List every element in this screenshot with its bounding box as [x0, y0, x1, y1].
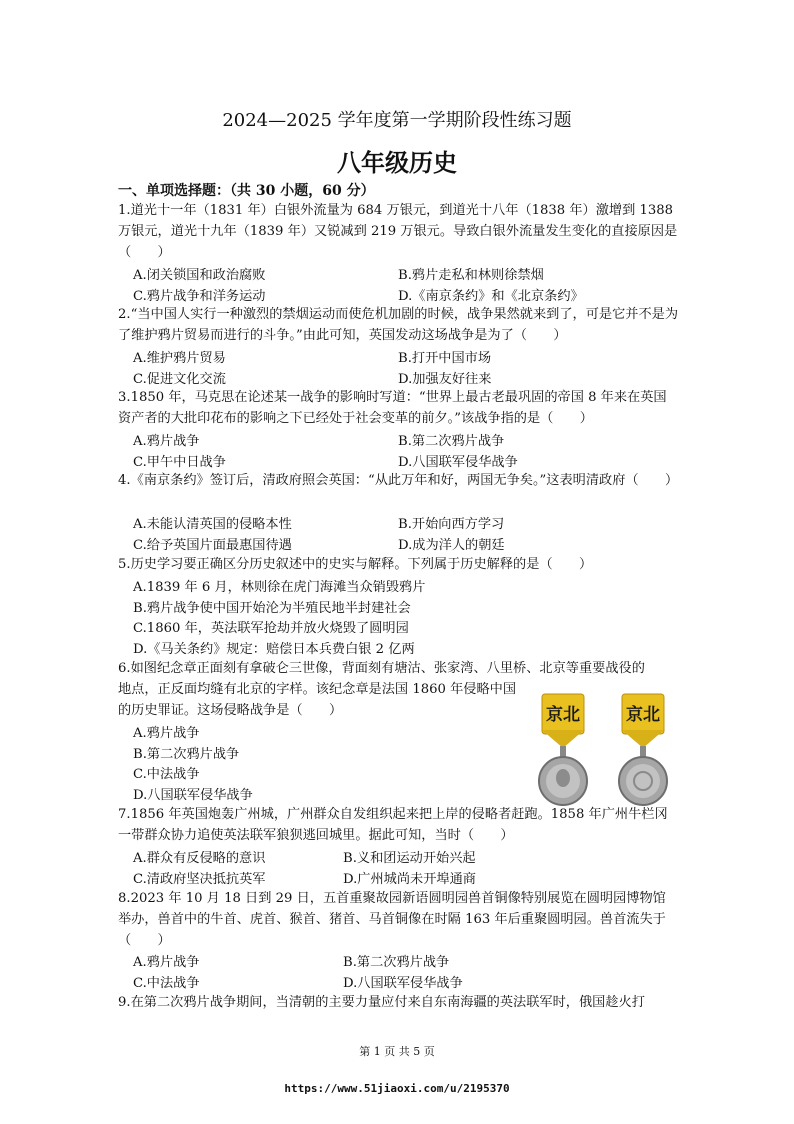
- question-4-options-row-2: [133, 534, 673, 554]
- page-title: 2024—2025 学年度第一学期阶段性练习题: [222, 110, 572, 131]
- page-subtitle: 八年级历史: [337, 148, 457, 177]
- question-7-stem: 7.1856 年英国炮轰广州城，广州群众自发组织起来把上岸的侵略者赶跑。1858 年广州牛栏冈一带群众协力追使英法联军狼狈逃回城里。据此可知，当时（ ）: [118, 807, 668, 843]
- question-4-option-a: A.未能认清英国的侵略本性: [133, 517, 292, 532]
- question-8-option-a: A.鸦片战争: [133, 955, 200, 970]
- question-6-stem-line-2: 地点，正反面均缝有北京的字样。该纪念章是法国 1860 年侵略中国的历史罪证。这场侵略战争是（ ）: [118, 682, 517, 718]
- question-5-option-a: A.1839 年 6 月，林则徐在虎门海滩当众销毁鸦片: [133, 580, 426, 595]
- question-3-option-a: A.鸦片战争: [133, 434, 200, 449]
- medal-left: [539, 694, 587, 805]
- question-9-stem: 9.在第二次鸦片战争期间，当清朝的主要力量应付来自东南海疆的英法联军时，俄国趁火打: [118, 995, 645, 1010]
- question-8-option-c: C.中法战争: [133, 976, 200, 991]
- question-1-options-row-2: [133, 285, 673, 305]
- question-8-stem: 8.2023 年 10 月 18 日到 29 日，五首重聚故园新语圆明园兽首铜像特别展览在圆明园博物馆举办，兽首中的牛首、虎首、猴首、猪首、马首铜像在时隔 163 年后重聚圆明园。兽首流失于（ ）: [118, 891, 666, 948]
- question-4-options-row-1: [133, 513, 673, 533]
- page-footer: 第 1 页 共 5 页: [359, 1045, 435, 1058]
- question-2-options-row-2: [133, 368, 673, 388]
- question-4-option-d: D.成为洋人的朝廷: [398, 538, 505, 553]
- medal-left-ribbon-text: 京北: [546, 705, 580, 725]
- question-8-options-row-2: [133, 972, 673, 992]
- question-1-options-row-1: [133, 264, 673, 284]
- medal-photo: [532, 690, 682, 815]
- section-heading: 一、单项选择题：（共 30 小题，60 分）: [118, 183, 375, 199]
- medal-right: [619, 694, 667, 805]
- question-7-option-d: D.广州城尚未开埠通商: [343, 872, 476, 887]
- question-3-options-row-2: [133, 451, 673, 471]
- question-1-option-c: C.鸦片战争和洋务运动: [133, 289, 266, 304]
- question-2-option-a: A.维护鸦片贸易: [133, 351, 226, 366]
- question-8-option-b: B.第二次鸦片战争: [343, 955, 450, 970]
- question-6-option-d: D.八国联军侵华战争: [133, 788, 253, 803]
- question-7-options-row-2: [133, 868, 673, 888]
- question-3-option-d: D.八国联军侵华战争: [398, 455, 518, 470]
- question-4-option-b: B.开始向西方学习: [398, 517, 505, 532]
- question-1-option-b: B.鸦片走私和林则徐禁烟: [398, 268, 544, 283]
- question-5-stem: 5.历史学习要正确区分历史叙述中的史实与解释。下列属于历史解释的是（ ）: [118, 557, 593, 572]
- question-7-option-b: B.义和团运动开始兴起: [343, 851, 476, 866]
- question-7-option-a: A.群众有反侵略的意识: [133, 851, 266, 866]
- question-2-option-d: D.加强友好往来: [398, 372, 492, 387]
- question-8-options-row-1: [133, 951, 673, 971]
- question-5-option-b: B.鸦片战争使中国开始沦为半殖民地半封建社会: [133, 601, 411, 616]
- question-5-option-c: C.1860 年，英法联军抢劫并放火烧毁了圆明园: [133, 621, 409, 636]
- question-2-option-c: C.促进文化交流: [133, 372, 226, 387]
- question-5-option-d: D.《马关条约》规定：赔偿日本兵费白银 2 亿两: [133, 642, 415, 657]
- question-3-option-c: C.甲午中日战争: [133, 455, 226, 470]
- question-3-option-b: B.第二次鸦片战争: [398, 434, 505, 449]
- question-2-stem: 2.“当中国人实行一种激烈的禁烟运动而使危机加剧的时候，战争果然就来到了，可是它并不是为了维护鸦片贸易而进行的斗争。”由此可知，英国发动这场战争是为了（ ）: [118, 307, 679, 343]
- medal-right-ribbon-text: 京北: [626, 705, 660, 725]
- question-3-stem: 3.1850 年，马克思在论述某一战争的影响时写道：“世界上最古老最巩固的帝国 8 年来在英国资产者的大批印花布的影响之下已经处于社会变革的前夕。”该战争指的是（ ）: [118, 390, 667, 426]
- question-6-stem-line-1: 6.如图纪念章正面刻有拿破仑三世像，背面刻有塘沽、张家湾、八里桥、北京等重要战役的: [118, 661, 645, 676]
- watermark-url: https://www.51jiaoxi.com/u/2195370: [284, 1082, 510, 1095]
- question-6-option-a: A.鸦片战争: [133, 726, 200, 741]
- question-4-option-c: C.给予英国片面最惠国待遇: [133, 538, 292, 553]
- question-1-option-a: A.闭关锁国和政治腐败: [133, 268, 266, 283]
- question-3-options-row-1: [133, 430, 673, 450]
- question-4-stem: 4.《南京条约》签订后，清政府照会英国：“从此万年和好，两国无争矣。”这表明清政府（ ）: [118, 473, 679, 488]
- question-7-options-row-1: [133, 847, 673, 867]
- question-8-option-d: D.八国联军侵华战争: [343, 976, 463, 991]
- question-6-option-b: B.第二次鸦片战争: [133, 747, 240, 762]
- question-1-stem: 1.道光十一年（1831 年）白银外流量为 684 万银元，到道光十八年（1838 年）激增到 1388 万银元，道光十九年（1839 年）又锐减到 219 万银元。导致白银外流量发生变化的直接原因是（ ）: [118, 203, 678, 260]
- question-2-option-b: B.打开中国市场: [398, 351, 492, 366]
- question-6-option-c: C.中法战争: [133, 767, 200, 782]
- question-7-option-c: C.清政府坚决抵抗英军: [133, 872, 266, 887]
- question-1-option-d: D.《南京条约》和《北京条约》: [398, 289, 584, 304]
- question-2-options-row-1: [133, 347, 673, 367]
